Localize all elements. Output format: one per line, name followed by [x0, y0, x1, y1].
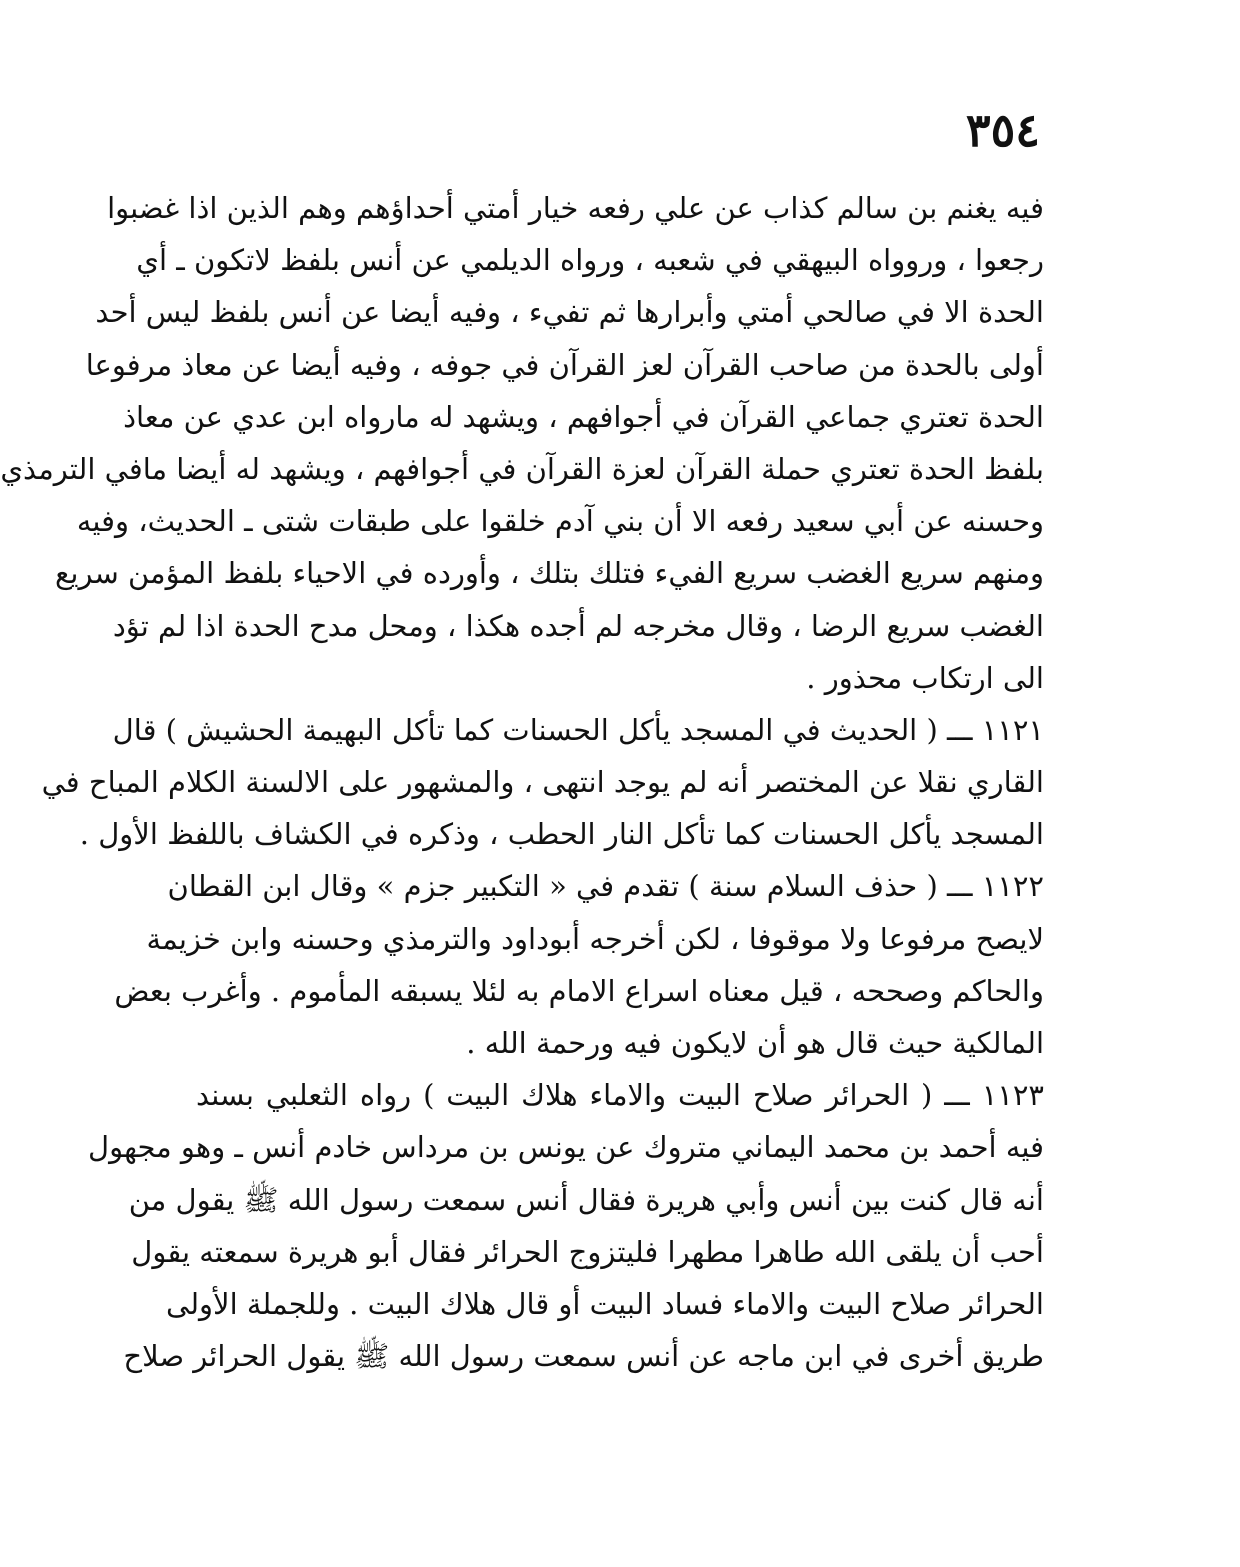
hadith-entry-1123: ١١٢٣ ـــ ( الحرائر صلاح البيت والاماء هلاك البيت ) رواه الثعلبي بسند [196, 1078, 1044, 1113]
text-line: والحاكم وصححه ، قيل معناه اسراع الامام به لئلا يسبقه المأموم . وأغرب بعض [114, 973, 1044, 1008]
text-line: الحدة الا في صالحي أمتي وأبرارها ثم تفيء ، وفيه أيضا عن أنس بلفظ ليس أحد [95, 295, 1044, 330]
text-line: بلفظ الحدة تعتري حملة القرآن لعزة القرآن في أجوافهم ، ويشهد له أيضا مافي الترمذي [0, 451, 1044, 486]
text-line: الحرائر صلاح البيت والاماء فساد البيت أو قال هلاك البيت . وللجملة الأولى [166, 1286, 1044, 1321]
text-line: ومنهم سريع الغضب سريع الفيء فتلك بتلك ، وأورده في الاحياء بلفظ المؤمن سريع [54, 556, 1044, 591]
body-text [0, 182, 1044, 1382]
text-line: رجعوا ، وروواه البيهقي في شعبه ، ورواه الديلمي عن أنس بلفظ لاتكون ـ أي [136, 243, 1044, 278]
hadith-entry-1122: ١١٢٢ ـــ ( حذف السلام سنة ) تقدم في « التكبير جزم » وقال ابن القطان [167, 869, 1044, 904]
text-line: أنه قال كنت بين أنس وأبي هريرة فقال أنس سمعت رسول الله ﷺ يقول من [128, 1182, 1044, 1217]
text-line: المالكية حيث قال هو أن لايكون فيه ورحمة الله . [466, 1026, 1044, 1060]
text-line: أحب أن يلقى الله طاهرا مطهرا فليتزوج الحرائر فقال أبو هريرة سمعته يقول [131, 1234, 1044, 1269]
text-line: المسجد يأكل الحسنات كما تأكل النار الحطب ، وذكره في الكشاف باللفظ الأول . [79, 817, 1044, 852]
hadith-entry-1121: ١١٢١ ـــ ( الحديث في المسجد يأكل الحسنات كما تأكل البهيمة الحشيش ) قال [112, 712, 1044, 747]
text-line: فيه أحمد بن محمد اليماني متروك عن يونس بن مرداس خادم أنس ـ وهو مجهول [88, 1130, 1044, 1165]
text-line: أولى بالحدة من صاحب القرآن لعز القرآن في جوفه ، وفيه أيضا عن معاذ مرفوعا [85, 347, 1044, 382]
text-line: طريق أخرى في ابن ماجه عن أنس سمعت رسول الله ﷺ يقول الحرائر صلاح [123, 1339, 1044, 1374]
page-number: ٣٥٤ [965, 103, 1040, 157]
text-line: الغضب سريع الرضا ، وقال مخرجه لم أجده هكذا ، ومحل مدح الحدة اذا لم تؤد [112, 608, 1044, 643]
text-line: القاري نقلا عن المختصر أنه لم يوجد انتهى ، والمشهور على الالسنة الكلام المباح في [41, 765, 1044, 800]
text-line: لايصح مرفوعا ولا موقوفا ، لكن أخرجه أبوداود والترمذي وحسنه وابن خزيمة [146, 921, 1044, 956]
text-line: فيه يغنم بن سالم كذاب عن علي رفعه خيار أمتي أحداؤهم وهم الذين اذا غضبوا [107, 191, 1044, 225]
text-line: الى ارتكاب محذور . [806, 660, 1044, 695]
text-line: الحدة تعتري جماعي القرآن في أجوافهم ، ويشهد له مارواه ابن عدي عن معاذ [123, 399, 1044, 434]
text-line: وحسنه عن أبي سعيد رفعه الا أن بني آدم خلقوا على طبقات شتى ـ الحديث، وفيه [76, 504, 1044, 539]
